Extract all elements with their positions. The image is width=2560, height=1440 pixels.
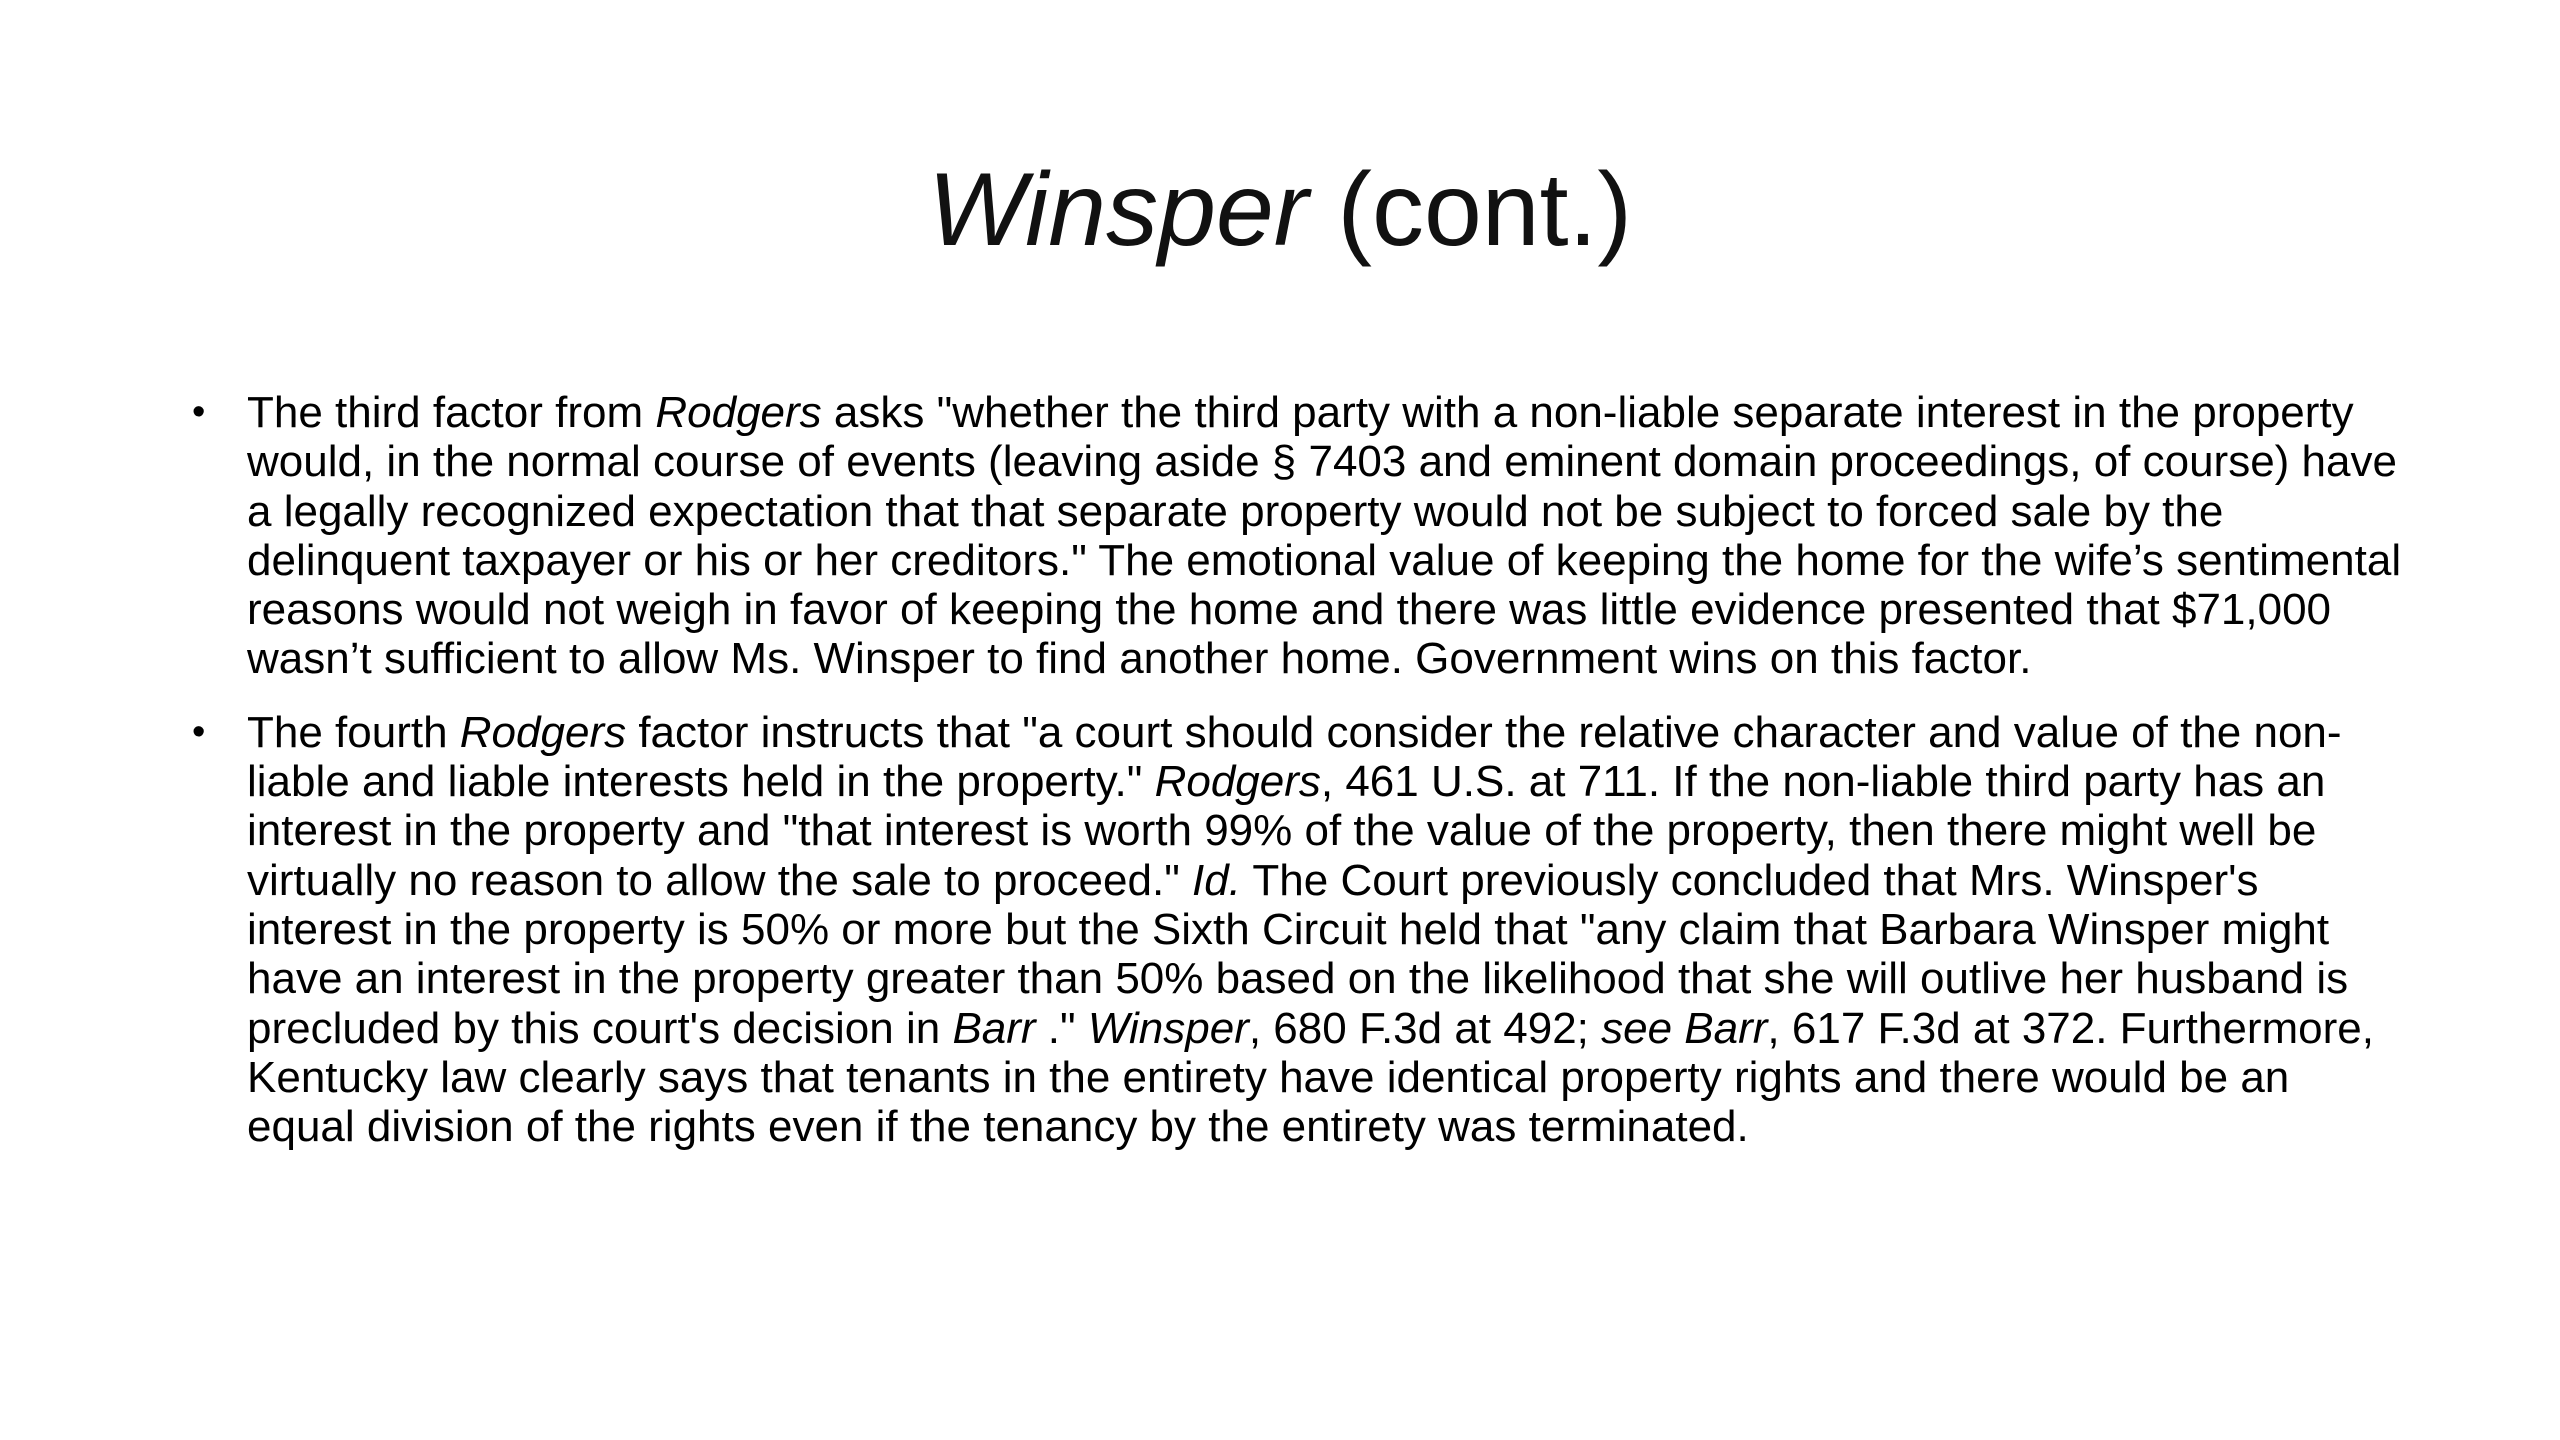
case-name-italic: Rodgers — [459, 707, 627, 757]
bullet-item-third-factor — [192, 388, 2402, 684]
citation-italic: see Barr — [1601, 1003, 1768, 1053]
slide-title-italic: Winsper — [927, 152, 1309, 268]
bullet-list — [192, 388, 2402, 1175]
bullet-marker-icon: • — [192, 391, 206, 433]
bullet-text: , 461 U.S. at 711. If the non-liable third party has an interest in the property and "that interest is worth 99% of the value of the property, then there might well be virtually no reason to allow the sale to proceed." — [247, 757, 2326, 905]
slide-title — [0, 140, 2560, 280]
bullet-item-fourth-factor — [192, 708, 2402, 1152]
bullet-text: , 617 F.3d at 372. Furthermore, Kentucky law clearly says that tenants in the entirety have identical property rights and there would be an equal division of the rights even if the tenancy by the entirety was terminated. — [247, 1003, 2374, 1152]
case-name-italic: Rodgers — [1154, 757, 1321, 807]
case-name-italic: Barr — [952, 1003, 1036, 1053]
bullet-text: asks "whether the third party with a non-liable separate interest in the property would, in the normal course of events (leaving aside § 7403 and eminent domain proceedings, of course) have a legally recognized expectation that that separate property would not be subject to forced sale by the delinquent taxpayer or his or her creditors." The emotional value of keeping the home for the wife’s sentimental reasons would not weigh in favor of keeping the home and there was little evidence presented that $71,000 wasn’t sufficient to allow Ms. Winsper to find another home. Government wins on this factor. — [247, 388, 2402, 684]
bullet-text: , 680 F.3d at 492; — [1248, 1003, 1602, 1053]
bullet-text: The Court previously concluded that Mrs. Winsper's interest in the property is 50% or more but the Sixth Circuit held that "any claim that Barbara Winsper might have an interest in the property greater than 50% based on the likelihood that she will outlive her husband is precluded by this court's decision in — [247, 855, 2349, 1053]
slide-title-rest: (cont.) — [1308, 152, 1633, 268]
bullet-marker-icon: • — [192, 710, 206, 753]
bullet-text: The fourth — [247, 707, 460, 757]
bullet-text: The third factor from — [247, 388, 656, 437]
case-name-italic: Rodgers — [655, 388, 822, 437]
case-name-italic: Winsper — [1087, 1003, 1249, 1053]
bullet-text: factor instructs that "a court should consider the relative character and value of the non-liable and liable interests held in the property." — [247, 707, 2342, 807]
bullet-text: ." — [1035, 1003, 1088, 1053]
citation-italic: Id. — [1192, 855, 1241, 905]
